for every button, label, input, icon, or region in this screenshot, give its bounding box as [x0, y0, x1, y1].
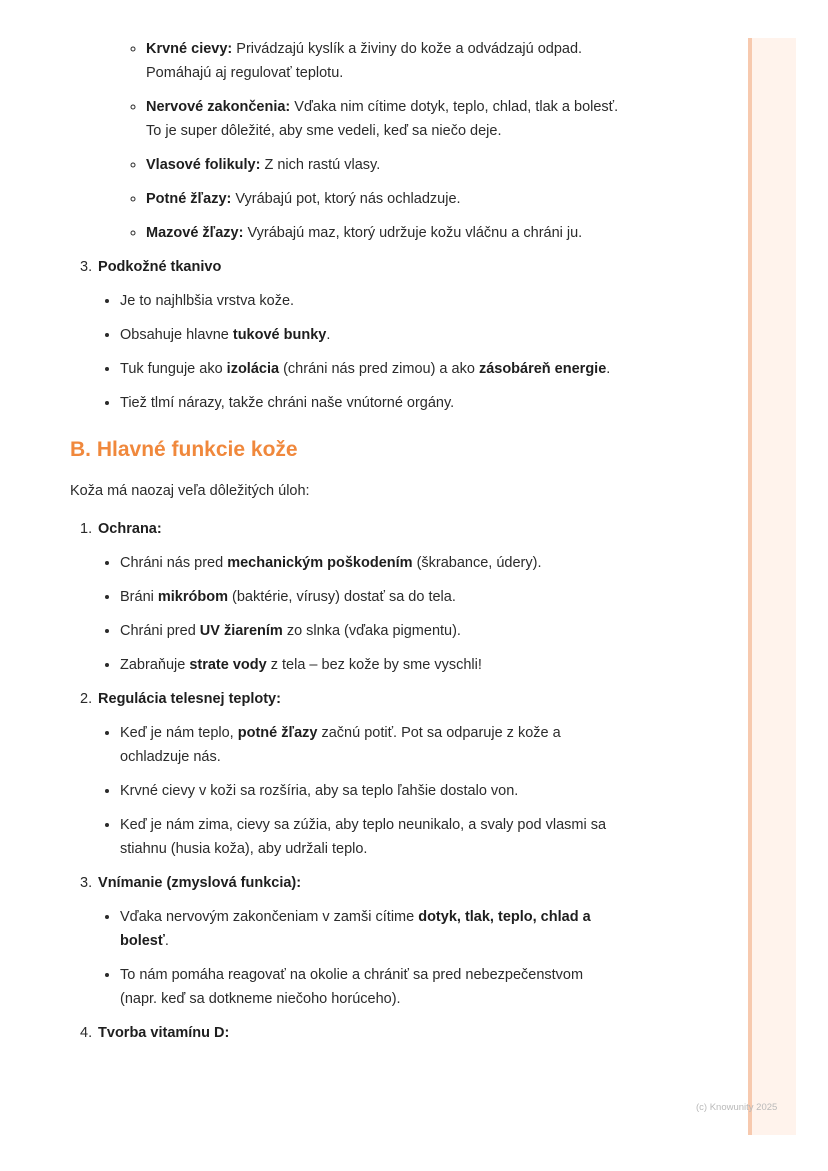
list-item: • Keď je nám teplo, potné žľazy začnú potiť. Pot sa odparuje z kože a ochladzuje nás. [120, 721, 670, 769]
list-item: ◦ Vlasové folikuly: Z nich rastú vlasy. [146, 153, 670, 177]
side-margin-band [748, 38, 796, 1135]
list-item: • Keď je nám zima, cievy sa zúžia, aby teplo neunikalo, a svaly pod vlasmi sa stiahnu (husia koža), aby udržali teplo. [120, 813, 670, 861]
function-2-heading: 2. Regulácia telesnej teploty: [80, 691, 281, 707]
function-3-heading: 3. Vnímanie (zmyslová funkcia): [80, 875, 302, 891]
layer-3-heading: 3. Podkožné tkanivo [80, 259, 222, 275]
section-heading: B. Hlavné funkcie kože [70, 438, 298, 461]
list-item: ◦ Potné žľazy: Vyrábajú pot, ktorý nás ochladzuje. [146, 187, 670, 211]
list-item: • Chráni nás pred mechanickým poškodením (škrabance, údery). [120, 551, 670, 575]
list-item: • Bráni mikróbom (baktérie, vírusy) dostať sa do tela. [120, 585, 670, 609]
function-4-heading: 4. Tvorba vitamínu D: [80, 1025, 230, 1041]
watermark: (c) Knowunity 2025 [696, 1102, 778, 1113]
list-item: ◦ Mazové žľazy: Vyrábajú maz, ktorý udržuje kožu vláčnu a chráni ju. [146, 221, 670, 245]
layer-3-list [70, 289, 670, 415]
list-item: ◦ Nervové zakončenia: Vďaka nim cítime dotyk, teplo, chlad, tlak a bolesť. To je super dôležité, aby sme vedeli, keď sa niečo deje. [146, 95, 670, 143]
list-item: • Zabraňuje strate vody z tela – bez kože by sme vyschli! [120, 653, 670, 677]
function-3-list [70, 905, 670, 1011]
dermis-components-list [70, 37, 670, 245]
section-intro: Koža má naozaj veľa dôležitých úloh: [70, 483, 310, 499]
list-item: • Je to najhlbšia vrstva kože. [120, 289, 670, 313]
function-1-heading: 1. Ochrana: [80, 521, 162, 537]
list-item: • To nám pomáha reagovať na okolie a chrániť sa pred nebezpečenstvom (napr. keď sa dotkneme niečoho horúceho). [120, 963, 670, 1011]
list-item: • Chráni pred UV žiarením zo slnka (vďaka pigmentu). [120, 619, 670, 643]
function-1-list [70, 551, 670, 677]
list-item: • Krvné cievy v koži sa rozšíria, aby sa teplo ľahšie dostalo von. [120, 779, 670, 803]
list-item: • Obsahuje hlavne tukové bunky. [120, 323, 670, 347]
list-item: • Tuk funguje ako izolácia (chráni nás pred zimou) a ako zásobáreň energie. [120, 357, 670, 381]
list-item: • Tiež tlmí nárazy, takže chráni naše vnútorné orgány. [120, 391, 670, 415]
list-item: ◦ Krvné cievy: Privádzajú kyslík a živiny do kože a odvádzajú odpad. Pomáhajú aj regulovať teplotu. [146, 37, 670, 85]
function-2-list [70, 721, 670, 861]
document-content [70, 37, 670, 1045]
list-item: • Vďaka nervovým zakončeniam v zamši cítime dotyk, tlak, teplo, chlad a bolesť. [120, 905, 670, 953]
